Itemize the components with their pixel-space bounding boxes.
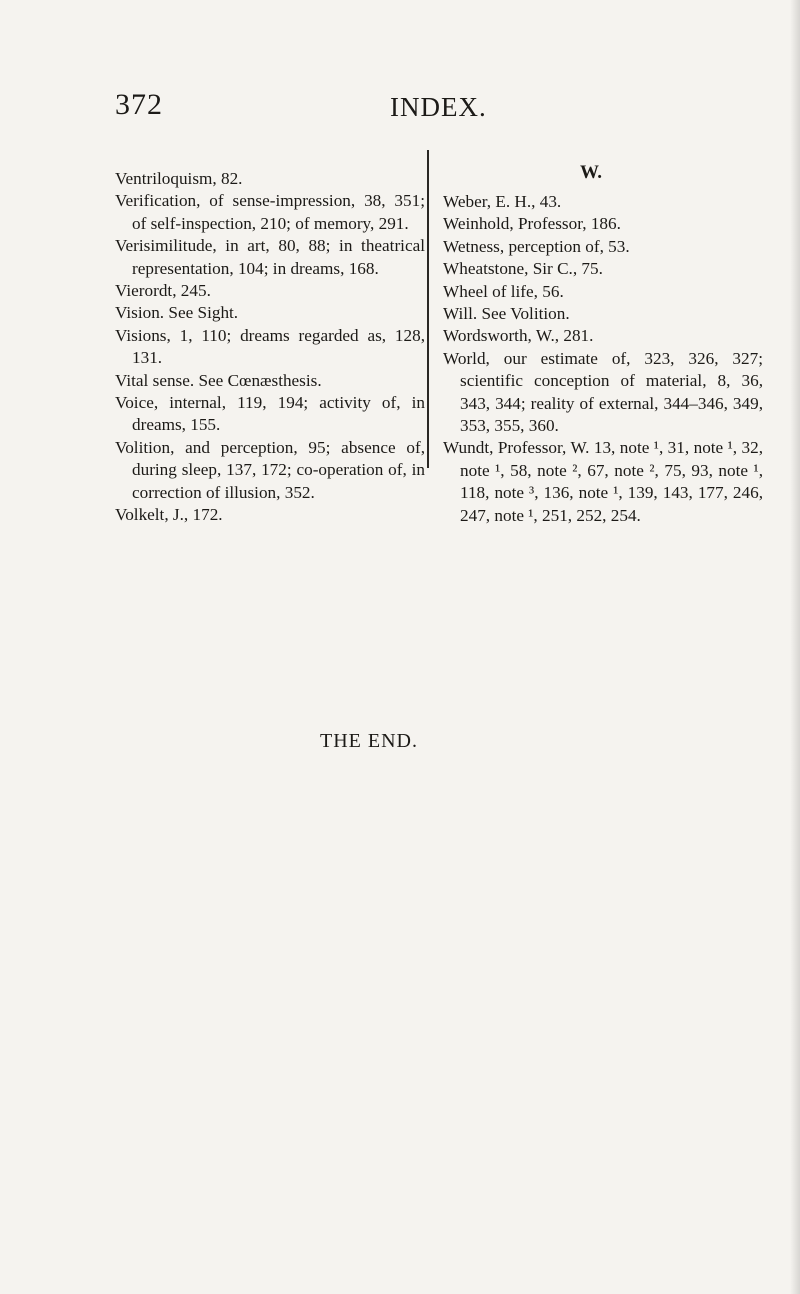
- index-entry: Vision. See Sight.: [115, 303, 239, 323]
- index-column-right: [443, 191, 763, 527]
- index-entry: Will. See Volition.: [443, 304, 570, 324]
- index-entry: Volkelt, J., 172.: [115, 505, 223, 525]
- page-number: 372: [115, 88, 163, 121]
- index-entry: Vierordt, 245.: [115, 281, 211, 301]
- index-entry: Wheatstone, Sir C., 75.: [443, 259, 603, 279]
- index-entry: World, our estimate of, 323, 326, 327; scientific conception of material, 8, 36, 343, 344; reality of external, 344–346, 349, 353, 355, 360.: [443, 348, 763, 436]
- section-letter: W.: [580, 162, 603, 183]
- index-entry: Voice, internal, 119, 194; activity of, in dreams, 155.: [115, 393, 425, 435]
- page-edge-shadow: [790, 0, 800, 1294]
- the-end: THE END.: [320, 730, 418, 752]
- index-entry: Verification, of sense-impression, 38, 351; of self-inspection, 210; of memory, 291.: [115, 191, 425, 233]
- index-entry: Vital sense. See Cœnæsthesis.: [115, 370, 322, 390]
- index-entry: Verisimilitude, in art, 80, 88; in theatrical representation, 104; in dreams, 168.: [115, 236, 425, 278]
- index-entry: Visions, 1, 110; dreams regarded as, 128, 131.: [115, 325, 425, 368]
- index-entry: Weber, E. H., 43.: [443, 192, 562, 211]
- index-entry: Wheel of life, 56.: [443, 281, 564, 301]
- running-head: INDEX.: [390, 92, 487, 122]
- index-entry: Wundt, Professor, W. 13, note ¹, 31, note ¹, 32, note ¹, 58, note ², 67, note ², 75, 93, note ¹, 118, note ³, 136, note ¹, 139, 143, 177, 246, 247, note ¹, 251, 252, 254.: [443, 438, 763, 525]
- index-entry: Weinhold, Professor, 186.: [443, 214, 621, 234]
- index-entry: Ventriloquism, 82.: [115, 169, 243, 188]
- column-rule: [427, 150, 429, 468]
- index-entry: Wetness, perception of, 53.: [443, 236, 630, 256]
- index-entry: Volition, and perception, 95; absence of, during sleep, 137, 172; co-operation of, in correction of illusion, 352.: [115, 437, 425, 502]
- index-column-left: [115, 168, 425, 527]
- index-entry: Wordsworth, W., 281.: [443, 326, 594, 346]
